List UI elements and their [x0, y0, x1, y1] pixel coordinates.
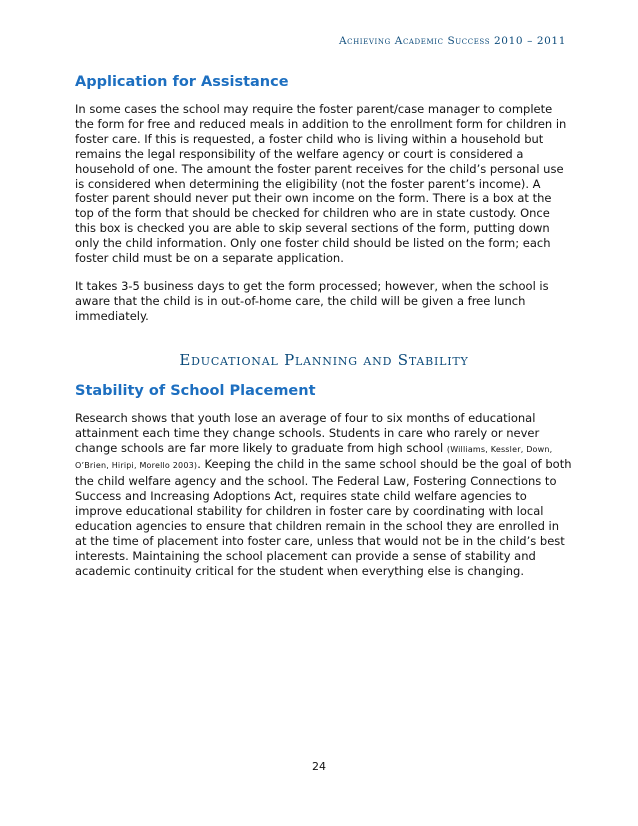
page-content [75, 73, 573, 592]
citation: (Williams, Kessler, Down, O’Brien, Hiripi, Morello 2003) [75, 444, 553, 471]
paragraph-application-1: In some cases the school may require the foster parent/case manager to complete the form for free and reduced meals in addition to the enrollment form for children in foster care. If this is requested, a foster child who is living within a household but remains the legal responsibility of the welfare agency or court is considered a household of one. The amount the foster parent receives for the child’s personal use is considered when determining the eligibility (not the foster parent’s income). A foster parent should never put their own income on the form. There is a box at the top of the form that should be checked for children who are in state custody. Once this box is checked you are able to skip several sections of the form, putting down only the child information. Only one foster child should be listed on the form; each foster child must be on a separate application. [75, 102, 567, 266]
heading-application-for-assistance: Application for Assistance [75, 74, 289, 90]
heading-stability-of-school-placement: Stability of School Placement [75, 382, 316, 399]
paragraph-stability [75, 411, 573, 579]
stability-text-2: . Keeping the child in the same school should be the goal of both the child welfare agency and the school. The Federal Law, Fostering Connections to Success and Increasing Adoptions Act, requires state child welfare agencies to improve educational stability for children in foster care by coordinating with local education agencies to ensure that children remain in the school they are enrolled in at the time of placement into foster care, unless that would not be in the child’s best interests. Maintaining the school placement can provide a sense of stability and academic continuity critical for the student when everything else is changing. [75, 457, 572, 578]
section-title-educational-planning: Educational Planning and Stability [179, 350, 469, 369]
stability-text-1: Research shows that youth lose an average of four to six months of educational attainment each time they change schools. Students in care who rarely or never change schools are far more likely to graduate from high school [75, 410, 540, 455]
page-number: 24 [312, 760, 326, 773]
paragraph-application-2: It takes 3-5 business days to get the form processed; however, when the school is aware that the child is in out-of-home care, the child will be given a free lunch immediately. [75, 278, 549, 323]
running-header: Achieving Academic Success 2010 – 2011 [338, 35, 566, 47]
